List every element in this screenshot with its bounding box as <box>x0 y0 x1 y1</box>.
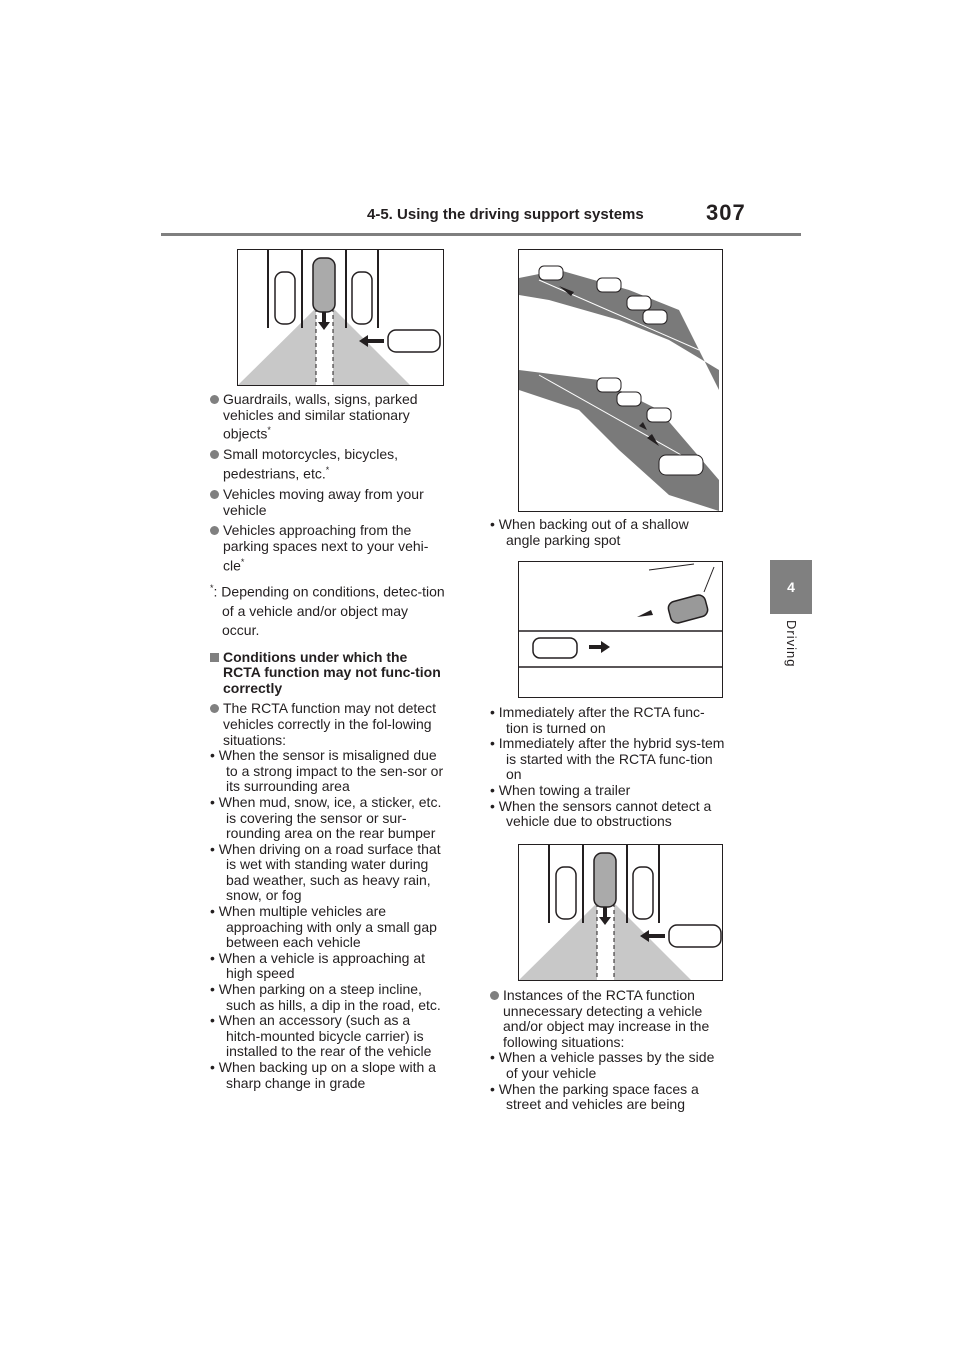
sub-item: • When an accessory (such as a hitch-mounted bicycle carrier) is installed to the rear of the vehicle <box>210 1012 432 1060</box>
bullet-icon <box>210 704 219 713</box>
figure-parking-cross-traffic <box>237 249 444 386</box>
sub-item: • Immediately after the RCTA func-tion is turned on <box>490 704 705 736</box>
sub-item: • When the sensors cannot detect a vehicle due to obstructions <box>490 797 712 830</box>
sub-item: • Immediately after the hybrid sys-tem is started with the RCTA func-tion on <box>490 735 725 783</box>
square-bullet-icon <box>210 653 219 662</box>
shallow-parking-illustration <box>519 562 722 697</box>
bullet-icon <box>210 450 219 459</box>
list-item: Small motorcycles, bicycles, pedestrians, etc.* <box>210 447 445 482</box>
bullet-icon <box>210 490 219 499</box>
page-number: 307 <box>706 200 746 225</box>
chapter-tab: 4 <box>770 560 812 614</box>
right-text-mid <box>490 705 725 830</box>
list-item: Vehicles moving away from your vehicle <box>210 487 445 518</box>
sub-item: • When driving on a road surface that is wet with standing water during bad weather, such as heavy rain, snow, or fog <box>210 840 441 904</box>
list-item: Vehicles approaching from the parking spaces next to your vehi-cle* <box>210 523 445 573</box>
sub-item: • When mud, snow, ice, a sticker, etc. is covering the sensor or sur-rounding area on the rear bumper <box>210 793 442 842</box>
obstructed-parking-illustration <box>519 845 722 980</box>
sub-item: • When a vehicle is approaching at high speed <box>210 949 426 982</box>
section-title: 4-5. Using the driving support systems <box>367 206 644 223</box>
sub-item: • When backing out of a shallow angle parking spot <box>490 516 689 548</box>
header-divider <box>161 233 801 236</box>
left-column <box>210 392 445 1091</box>
sub-item: • When towing a trailer <box>490 781 631 798</box>
sub-item: • When backing up on a slope with a sharp change in grade <box>210 1059 436 1091</box>
bullet-icon <box>490 991 499 1000</box>
list-item: Guardrails, walls, signs, parked vehicles and similar stationary objects* <box>210 392 445 442</box>
right-text-bottom <box>490 988 725 1113</box>
sub-item: • When the sensor is misaligned due to a strong impact to the sen-sor or its surrounding area <box>210 747 444 795</box>
sub-item: • When parking on a steep incline, such as hills, a dip in the road, etc. <box>210 981 441 1013</box>
list-item: The RCTA function may not detect vehicles correctly in the fol-lowing situations: <box>210 701 445 748</box>
road-illustration <box>519 250 722 511</box>
list-item: Instances of the RCTA function unnecessary detecting a vehicle and/or object may increase in the following situations: <box>490 988 725 1050</box>
chapter-label: Driving <box>784 620 799 668</box>
footnote: *: Depending on conditions, detec-tion of a vehicle and/or object may occur. <box>210 582 445 638</box>
subsection-heading: Conditions under which the RCTA function may not func-tion correctly <box>210 650 445 697</box>
right-text-shallow <box>490 517 725 548</box>
figure-angled-road <box>518 249 723 512</box>
sub-item: • When the parking space faces a street and vehicles are being <box>490 1080 699 1113</box>
bullet-icon <box>210 395 219 404</box>
figure-shallow-angle-parking <box>518 561 723 698</box>
sub-item: • When a vehicle passes by the side of your vehicle <box>490 1049 715 1081</box>
sub-item: • When multiple vehicles are approaching with only a small gap between each vehicle <box>210 903 437 951</box>
parking-illustration <box>238 250 443 385</box>
figure-obstructed-parking <box>518 844 723 981</box>
bullet-icon <box>210 526 219 535</box>
